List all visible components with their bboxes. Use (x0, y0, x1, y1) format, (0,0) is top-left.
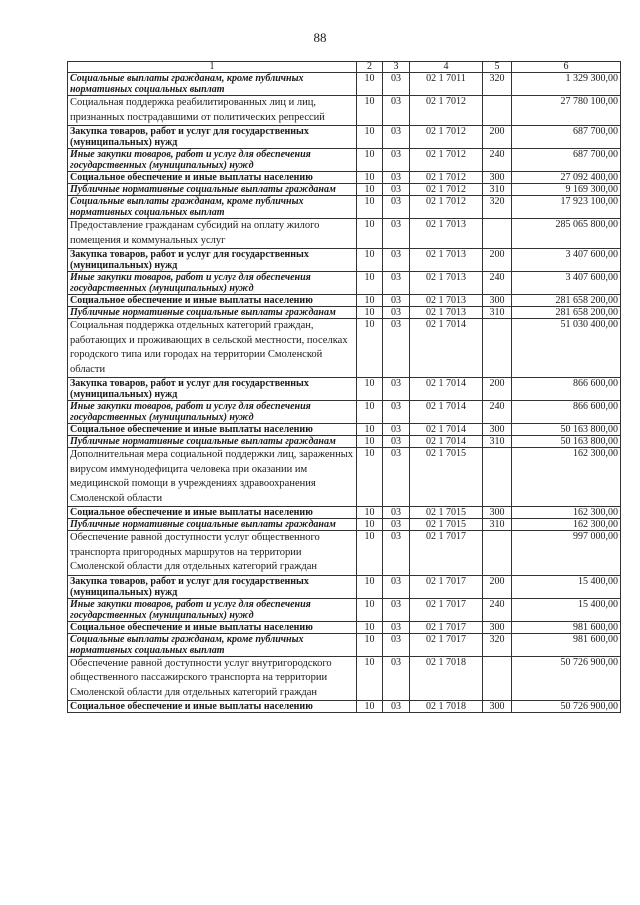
row-target-code: 02 1 7014 (410, 436, 483, 448)
row-target-code: 02 1 7018 (410, 701, 483, 713)
row-subsection: 03 (383, 656, 410, 701)
row-name: Социальное обеспечение и иные выплаты населению (68, 172, 357, 184)
row-expense-type: 320 (483, 633, 512, 656)
table-row (68, 507, 621, 519)
row-amount: 162 300,00 (512, 448, 621, 507)
row-amount: 50 726 900,00 (512, 656, 621, 701)
row-expense-type: 300 (483, 507, 512, 519)
row-section: 10 (357, 126, 383, 149)
row-subsection: 03 (383, 172, 410, 184)
row-amount: 51 030 400,00 (512, 319, 621, 378)
row-amount: 3 407 600,00 (512, 249, 621, 272)
row-section: 10 (357, 436, 383, 448)
row-expense-type (483, 448, 512, 507)
row-name: Обеспечение равной доступности услуг общественного транспорта пригородных маршрутов на территории Смоленской области для отдельных категорий граждан (68, 531, 357, 576)
row-subsection: 03 (383, 424, 410, 436)
table-row (68, 378, 621, 401)
row-subsection: 03 (383, 184, 410, 196)
row-subsection: 03 (383, 701, 410, 713)
row-target-code: 02 1 7018 (410, 656, 483, 701)
row-section: 10 (357, 219, 383, 249)
row-name: Публичные нормативные социальные выплаты гражданам (68, 436, 357, 448)
row-name: Публичные нормативные социальные выплаты гражданам (68, 519, 357, 531)
row-name: Иные закупки товаров, работ и услуг для обеспечения государственных (муниципальных) нужд (68, 598, 357, 621)
row-section: 10 (357, 378, 383, 401)
row-section: 10 (357, 272, 383, 295)
row-amount: 687 700,00 (512, 126, 621, 149)
row-amount: 50 163 800,00 (512, 436, 621, 448)
row-expense-type (483, 531, 512, 576)
header-col-2: 2 (357, 62, 383, 73)
row-amount: 27 092 400,00 (512, 172, 621, 184)
row-amount: 162 300,00 (512, 519, 621, 531)
row-name: Социальное обеспечение и иные выплаты населению (68, 295, 357, 307)
row-subsection: 03 (383, 319, 410, 378)
row-subsection: 03 (383, 575, 410, 598)
row-section: 10 (357, 196, 383, 219)
row-target-code: 02 1 7017 (410, 575, 483, 598)
row-expense-type: 320 (483, 73, 512, 96)
table-row (68, 519, 621, 531)
row-expense-type: 310 (483, 184, 512, 196)
row-expense-type: 300 (483, 621, 512, 633)
row-section: 10 (357, 448, 383, 507)
table-row (68, 196, 621, 219)
row-section: 10 (357, 519, 383, 531)
row-subsection: 03 (383, 249, 410, 272)
table-row (68, 272, 621, 295)
row-target-code: 02 1 7013 (410, 307, 483, 319)
row-section: 10 (357, 149, 383, 172)
row-name: Иные закупки товаров, работ и услуг для обеспечения государственных (муниципальных) нужд (68, 272, 357, 295)
row-name: Социальное обеспечение и иные выплаты населению (68, 701, 357, 713)
row-subsection: 03 (383, 196, 410, 219)
row-name: Социальное обеспечение и иные выплаты населению (68, 507, 357, 519)
row-name: Иные закупки товаров, работ и услуг для обеспечения государственных (муниципальных) нужд (68, 401, 357, 424)
row-subsection: 03 (383, 621, 410, 633)
row-section: 10 (357, 307, 383, 319)
table-row (68, 401, 621, 424)
row-expense-type: 200 (483, 378, 512, 401)
row-amount: 15 400,00 (512, 598, 621, 621)
budget-table-container (67, 61, 620, 713)
row-subsection: 03 (383, 378, 410, 401)
table-row (68, 319, 621, 378)
table-row (68, 126, 621, 149)
row-target-code: 02 1 7012 (410, 126, 483, 149)
row-target-code: 02 1 7014 (410, 378, 483, 401)
row-name: Социальная поддержка отдельных категорий граждан, работающих и проживающих в сельской местности, поселках городского типа или городах на территории Смоленской области (68, 319, 357, 378)
row-target-code: 02 1 7011 (410, 73, 483, 96)
row-amount: 281 658 200,00 (512, 295, 621, 307)
row-expense-type (483, 96, 512, 126)
row-section: 10 (357, 73, 383, 96)
header-col-6: 6 (512, 62, 621, 73)
row-name: Закупка товаров, работ и услуг для государственных (муниципальных) нужд (68, 575, 357, 598)
row-amount: 3 407 600,00 (512, 272, 621, 295)
row-amount: 17 923 100,00 (512, 196, 621, 219)
table-row (68, 621, 621, 633)
header-col-1: 1 (68, 62, 357, 73)
row-expense-type: 320 (483, 196, 512, 219)
table-row (68, 436, 621, 448)
table-row (68, 249, 621, 272)
row-amount: 50 726 900,00 (512, 701, 621, 713)
page-number: 88 (313, 30, 327, 45)
row-target-code: 02 1 7015 (410, 519, 483, 531)
table-header-row (68, 62, 621, 73)
row-amount: 9 169 300,00 (512, 184, 621, 196)
row-section: 10 (357, 96, 383, 126)
row-target-code: 02 1 7012 (410, 149, 483, 172)
table-body (68, 73, 621, 713)
row-name: Предоставление гражданам субсидий на оплату жилого помещения и коммунальных услуг (68, 219, 357, 249)
row-target-code: 02 1 7012 (410, 96, 483, 126)
row-name: Публичные нормативные социальные выплаты гражданам (68, 307, 357, 319)
row-target-code: 02 1 7017 (410, 633, 483, 656)
row-amount: 981 600,00 (512, 621, 621, 633)
row-section: 10 (357, 575, 383, 598)
row-target-code: 02 1 7012 (410, 172, 483, 184)
row-amount: 281 658 200,00 (512, 307, 621, 319)
row-name: Социальное обеспечение и иные выплаты населению (68, 621, 357, 633)
row-target-code: 02 1 7015 (410, 448, 483, 507)
table-row (68, 701, 621, 713)
row-expense-type (483, 656, 512, 701)
table-row (68, 531, 621, 576)
row-subsection: 03 (383, 295, 410, 307)
row-subsection: 03 (383, 507, 410, 519)
row-section: 10 (357, 319, 383, 378)
row-subsection: 03 (383, 149, 410, 172)
row-amount: 981 600,00 (512, 633, 621, 656)
row-amount: 1 329 300,00 (512, 73, 621, 96)
row-section: 10 (357, 172, 383, 184)
table-row (68, 184, 621, 196)
row-section: 10 (357, 598, 383, 621)
row-target-code: 02 1 7014 (410, 424, 483, 436)
row-section: 10 (357, 249, 383, 272)
header-col-5: 5 (483, 62, 512, 73)
row-subsection: 03 (383, 598, 410, 621)
table-row (68, 424, 621, 436)
row-subsection: 03 (383, 96, 410, 126)
row-expense-type: 240 (483, 149, 512, 172)
row-target-code: 02 1 7012 (410, 196, 483, 219)
row-amount: 27 780 100,00 (512, 96, 621, 126)
row-subsection: 03 (383, 448, 410, 507)
row-name: Социальные выплаты гражданам, кроме публичных нормативных социальных выплат (68, 633, 357, 656)
row-section: 10 (357, 633, 383, 656)
row-subsection: 03 (383, 219, 410, 249)
table-row (68, 575, 621, 598)
row-target-code: 02 1 7017 (410, 621, 483, 633)
row-target-code: 02 1 7017 (410, 531, 483, 576)
row-name: Дополнительная мера социальной поддержки лиц, зараженных вирусом иммунодефицита человека при оказании им медицинской помощи в учреждениях здравоохранения Смоленской области (68, 448, 357, 507)
table-row (68, 295, 621, 307)
row-section: 10 (357, 424, 383, 436)
row-target-code: 02 1 7013 (410, 249, 483, 272)
row-amount: 687 700,00 (512, 149, 621, 172)
row-amount: 50 163 800,00 (512, 424, 621, 436)
row-subsection: 03 (383, 126, 410, 149)
row-expense-type: 310 (483, 307, 512, 319)
row-target-code: 02 1 7015 (410, 507, 483, 519)
row-subsection: 03 (383, 519, 410, 531)
row-expense-type: 310 (483, 519, 512, 531)
row-expense-type: 240 (483, 401, 512, 424)
row-section: 10 (357, 701, 383, 713)
row-name: Иные закупки товаров, работ и услуг для обеспечения государственных (муниципальных) нужд (68, 149, 357, 172)
row-expense-type: 240 (483, 598, 512, 621)
row-name: Социальные выплаты гражданам, кроме публичных нормативных социальных выплат (68, 73, 357, 96)
row-amount: 162 300,00 (512, 507, 621, 519)
row-amount: 15 400,00 (512, 575, 621, 598)
table-row (68, 448, 621, 507)
row-name: Обеспечение равной доступности услуг внутригородского общественного пассажирского транспорта на территории Смоленской области для отдельных категорий граждан (68, 656, 357, 701)
row-section: 10 (357, 184, 383, 196)
row-expense-type: 200 (483, 575, 512, 598)
table-row (68, 598, 621, 621)
row-section: 10 (357, 507, 383, 519)
row-amount: 866 600,00 (512, 378, 621, 401)
row-target-code: 02 1 7013 (410, 272, 483, 295)
row-expense-type: 200 (483, 249, 512, 272)
table-row (68, 307, 621, 319)
row-subsection: 03 (383, 436, 410, 448)
header-col-4: 4 (410, 62, 483, 73)
row-name: Социальные выплаты гражданам, кроме публичных нормативных социальных выплат (68, 196, 357, 219)
row-subsection: 03 (383, 531, 410, 576)
budget-table (67, 61, 621, 713)
row-target-code: 02 1 7014 (410, 401, 483, 424)
row-expense-type: 300 (483, 424, 512, 436)
row-target-code: 02 1 7012 (410, 184, 483, 196)
row-section: 10 (357, 531, 383, 576)
row-subsection: 03 (383, 633, 410, 656)
row-expense-type: 310 (483, 436, 512, 448)
table-row (68, 149, 621, 172)
row-amount: 285 065 800,00 (512, 219, 621, 249)
row-name: Закупка товаров, работ и услуг для государственных (муниципальных) нужд (68, 378, 357, 401)
row-name: Публичные нормативные социальные выплаты гражданам (68, 184, 357, 196)
row-expense-type: 300 (483, 172, 512, 184)
row-section: 10 (357, 656, 383, 701)
table-row (68, 172, 621, 184)
row-subsection: 03 (383, 401, 410, 424)
row-expense-type (483, 219, 512, 249)
row-subsection: 03 (383, 307, 410, 319)
row-name: Закупка товаров, работ и услуг для государственных (муниципальных) нужд (68, 249, 357, 272)
row-name: Социальная поддержка реабилитированных лиц и лиц, признанных пострадавшими от политических репрессий (68, 96, 357, 126)
table-row (68, 73, 621, 96)
row-amount: 866 600,00 (512, 401, 621, 424)
row-expense-type: 300 (483, 295, 512, 307)
row-subsection: 03 (383, 272, 410, 295)
row-section: 10 (357, 621, 383, 633)
row-expense-type: 300 (483, 701, 512, 713)
row-expense-type: 200 (483, 126, 512, 149)
row-amount: 997 000,00 (512, 531, 621, 576)
row-target-code: 02 1 7013 (410, 295, 483, 307)
row-target-code: 02 1 7017 (410, 598, 483, 621)
row-target-code: 02 1 7013 (410, 219, 483, 249)
table-row (68, 219, 621, 249)
table-row (68, 633, 621, 656)
table-row (68, 656, 621, 701)
row-section: 10 (357, 401, 383, 424)
row-name: Социальное обеспечение и иные выплаты населению (68, 424, 357, 436)
header-col-3: 3 (383, 62, 410, 73)
row-expense-type (483, 319, 512, 378)
row-target-code: 02 1 7014 (410, 319, 483, 378)
row-name: Закупка товаров, работ и услуг для государственных (муниципальных) нужд (68, 126, 357, 149)
table-row (68, 96, 621, 126)
row-subsection: 03 (383, 73, 410, 96)
row-section: 10 (357, 295, 383, 307)
row-expense-type: 240 (483, 272, 512, 295)
